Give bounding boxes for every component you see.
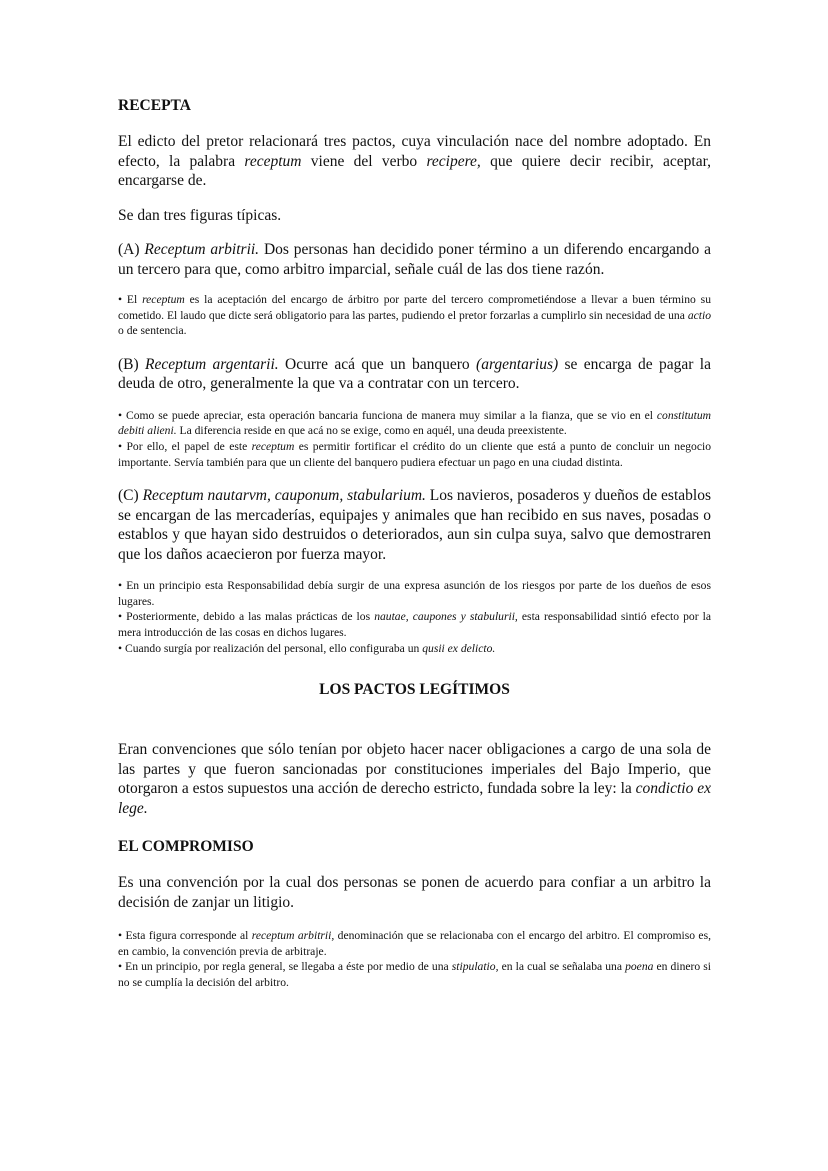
note-text: • Por ello, el papel de este [118, 439, 252, 453]
note-text: es permitir fortificar el crédito do un cliente que está a punto de concluir un negocio importante. Servía también para que un cliente del banquero pudiera efectuar un pago en una ciudad distinta. [118, 439, 711, 469]
section-b-text: Ocurre acá que un banquero [278, 355, 477, 373]
section-b-note-1 [118, 408, 711, 439]
note-text: denominación que se relacionaba con el encargo del arbitro. El compromiso es, en cambio, la convención previa de arbitraje. [118, 929, 711, 958]
note-text: o de sentencia. [118, 324, 187, 338]
note-term: actio [687, 308, 711, 322]
section-c-title: Receptum nautarvm, cauponum, stabularium. [142, 487, 426, 505]
pactos-text: Eran convenciones que sólo tenían por objeto hacer nacer obligaciones a cargo de una sola de las partes y que fueron sancionadas por constituciones imperiales del Bajo Imperio, que otorgaron a estos supuestos una acción de derecho estricto, fundada sobre la ley: la [118, 741, 711, 798]
intro-term: recipere, [426, 152, 481, 170]
figures-line: Se dan tres figuras típicas. [118, 206, 282, 224]
note-text: en dinero si no se cumplía la decisión del arbitro. [118, 960, 711, 989]
note-text: esta responsabilidad sintió efecto por la mera introducción de las cosas en dichos lugares. [118, 610, 712, 639]
section-b-term: (argentarius) [476, 355, 559, 373]
note-term: qusii ex delicto. [422, 641, 496, 655]
compromiso-note-1 [118, 928, 711, 959]
section-b-label: (B) [118, 355, 146, 373]
section-a-note [118, 292, 711, 339]
section-c-paragraph [118, 486, 711, 564]
pactos-term: condictio ex lege. [118, 780, 711, 817]
note-term: receptum [142, 293, 185, 306]
section-c-note-2 [118, 609, 711, 640]
section-b-note-2 [118, 439, 711, 470]
note-term: receptum arbitrii, [251, 929, 335, 943]
note-text: • Esta figura corresponde al [118, 929, 252, 943]
recepta-intro [118, 132, 711, 191]
intro-text: El edicto del pretor relacionará tres pactos, cuya vinculación nace del nombre adoptado. En efecto, la palabra [118, 133, 711, 170]
compromiso-heading: EL COMPROMISO [118, 838, 254, 856]
section-a-paragraph [118, 240, 711, 279]
intro-term: receptum [244, 152, 302, 170]
section-a-text: Dos personas han decidido poner término a un diferendo encargando a un tercero para que, como arbitro imparcial, señale cuál de las dos tiene razón. [118, 241, 711, 278]
section-a-label: (A) [118, 241, 145, 258]
section-a-title: Receptum arbitrii. [144, 241, 260, 258]
note-term: nautae, caupones y stabulurii, [374, 610, 518, 624]
note-term: receptum [251, 439, 295, 453]
note-term: constitutum debiti alieni. [118, 408, 711, 438]
note-text: en la cual se señalaba una [498, 960, 626, 974]
note-text: • Posteriormente, debido a las malas prácticas de los [118, 610, 375, 624]
note-text: • El [118, 293, 143, 306]
note-text: • Cuando surgía por realización del personal, ello configuraba un [118, 641, 423, 655]
section-b-paragraph [118, 355, 711, 394]
section-b-text: se encarga de pagar la deuda de otro, generalmente la que va a contratar con un tercero. [118, 355, 711, 393]
intro-text: viene del verbo [301, 152, 427, 170]
section-c-note-1: • En un principio esta Responsabilidad debía surgir de una expresa asunción de los riesgos por parte de los dueños de esos lugares. [118, 579, 711, 608]
section-c-text: Los navieros, posaderos y dueños de establos se encargan de las mercaderías, equipajes y animales que han recibido en sus naves, posadas o establos y que hayan sido destruidos o deteriorados, aun sin culpa suya, salvo que demostraren que los daños acaecieron por fuerza mayor. [118, 487, 711, 563]
section-b-title: Receptum argentarii. [145, 355, 279, 373]
section-c-note-3 [118, 641, 711, 657]
document-page [118, 96, 711, 991]
note-text: • En un principio, por regla general, se llegaba a éste por medio de una [118, 960, 452, 974]
note-term: poena [625, 960, 654, 974]
note-text: es la aceptación del encargo de árbitro por parte del tercero comprometiéndose a llevar a buen término su cometido. El laudo que dicte será obligatorio para las partes, pudiendo el pretor forzarlas a cumplirlo sin necesidad de una [118, 293, 711, 322]
note-term: stipulatio, [451, 960, 499, 974]
note-text: • Como se puede apreciar, esta operación bancaria funciona de manera muy similar a la fianza, que se vio en el [118, 408, 657, 422]
compromiso-note-2 [118, 959, 711, 990]
note-text: La diferencia reside en que acá no se exige, como en aquél, una deuda preexistente. [176, 424, 567, 438]
pactos-paragraph [118, 740, 711, 818]
section-c-label: (C) [118, 487, 143, 505]
intro-text: que quiere decir recibir, aceptar, encargarse de. [118, 152, 712, 189]
pactos-heading: LOS PACTOS LEGÍTIMOS [319, 681, 510, 699]
compromiso-paragraph: Es una convención por la cual dos personas se ponen de acuerdo para confiar a un arbitro la decisión de zanjar un litigio. [118, 874, 711, 911]
recepta-heading: RECEPTA [118, 97, 191, 114]
